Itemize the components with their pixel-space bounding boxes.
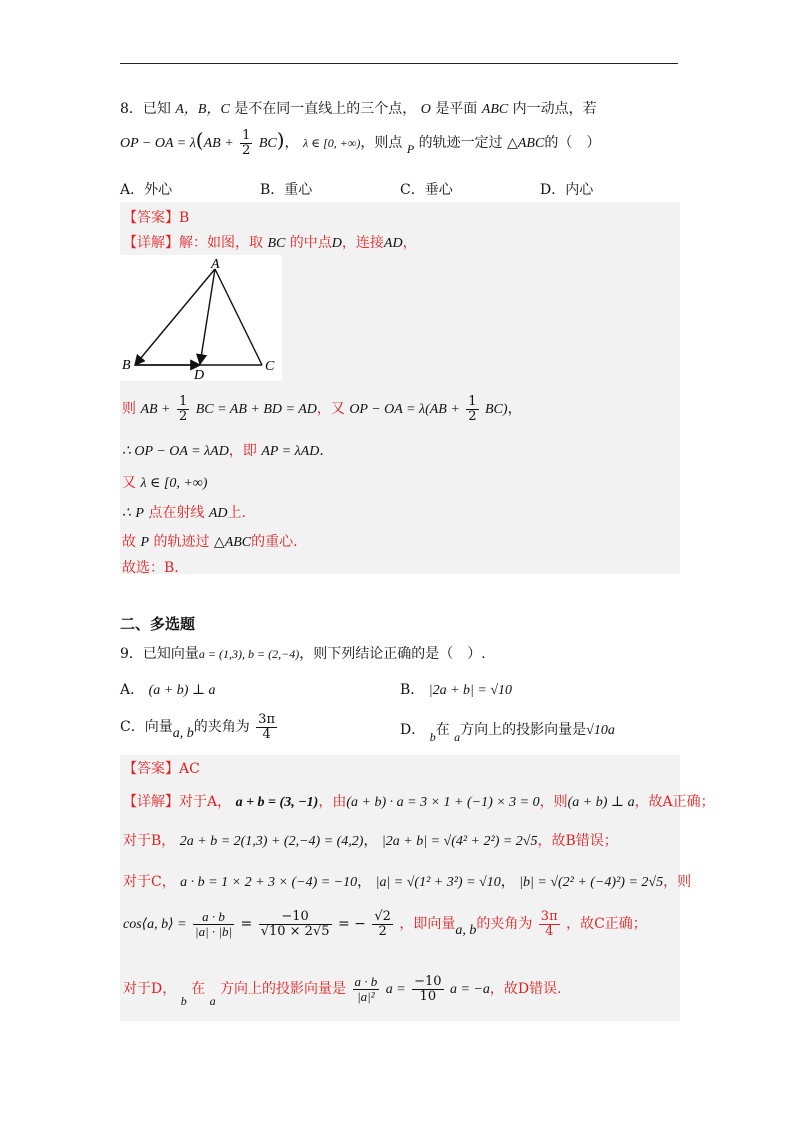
q8-points: A，B，C xyxy=(175,102,230,117)
q9-option-c-ab: a, b xyxy=(172,726,194,742)
q8-sol3-a: 又 xyxy=(122,475,136,491)
q9-r5-av: a xyxy=(209,994,216,1009)
q9-answer: 【答案】AC xyxy=(123,761,200,777)
q9-r4-a: ，即向量 xyxy=(399,916,456,933)
q9-option-a-label: A． xyxy=(120,682,145,698)
q9-detail-tag: 【详解】 xyxy=(123,794,179,810)
q9-detail-row-cos xyxy=(123,910,647,939)
q9-r1-eq1: a + b = (3, −1) xyxy=(235,795,319,810)
q9-r3-a: 对于C， xyxy=(123,874,176,890)
q8-detail-tag: 【详解】 xyxy=(123,235,179,251)
q8-solution-line2 xyxy=(122,440,324,460)
q9-r5-frac2: $\frac{-10}{10}$ xyxy=(414,974,442,1004)
q9-stem-b: ，则下列结论正确的是（ ）. xyxy=(299,646,486,662)
q8-stem-text: 8．已知 xyxy=(120,101,171,117)
q9-r5-mid: 在 xyxy=(191,981,206,998)
q8-sol4-therefore: ∴ xyxy=(122,506,131,521)
q9-r3-eq1: a · b = 1 × 2 + 3 × (−4) = −10 xyxy=(180,875,358,890)
q8-stem-line2: OP − OA = λ(AB + $\frac{1}{2}$ BC)， λ ∈ [0, +∞)，则点 P 的轨迹一定过 △ABC的（ ） xyxy=(120,127,601,158)
q8-sol1-eq4: BC) xyxy=(485,402,508,418)
q8-stem-text-d: 内一动点，若 xyxy=(512,101,597,117)
q8-equation-left: OP − OA = λ xyxy=(120,136,196,151)
q9-r1-d: ，故A正确； xyxy=(634,794,715,810)
q9-r5-d: ，故D错误. xyxy=(489,981,562,998)
label-a: A xyxy=(211,257,220,272)
q8-sol2-b: . xyxy=(319,443,324,459)
q9-r4-eq: = xyxy=(240,916,253,933)
q9-option-c-fraction: $\frac{3\pi}{4}$ xyxy=(258,712,275,742)
header-rule xyxy=(120,63,678,64)
q8-sol5-c: 的重心. xyxy=(251,534,298,550)
q8-option-d[interactable]: D．内心 xyxy=(540,182,594,198)
q9-option-c-label: C．向量 xyxy=(120,719,173,736)
q8-option-a[interactable]: A．外心 xyxy=(120,182,173,198)
q9-r2-a: 对于B， xyxy=(123,833,176,849)
q9-r5-eq2: a = −a xyxy=(450,982,490,998)
q9-detail-row-d xyxy=(123,975,562,1009)
q8-detail-c: ，连接 xyxy=(341,235,384,251)
q8-detail-ad: AD xyxy=(383,236,403,251)
q8-detail-a: 解：如图，取 xyxy=(179,235,263,251)
q9-r1-b: ，由 xyxy=(318,794,347,810)
q8-tail-b: 的轨迹一定过 xyxy=(418,135,503,151)
q9-option-a-expr: (a + b) ⊥ a xyxy=(148,683,216,698)
q9-option-d-tail: 方向上的投影向量是 xyxy=(460,722,587,738)
q9-option-d-label: D． xyxy=(400,722,426,738)
q8-tail-a: ，则点 xyxy=(360,135,403,151)
q9-option-d-a: a xyxy=(454,730,461,744)
q8-sol1-eq1: AB + xyxy=(140,402,171,418)
q9-r3-b: ， xyxy=(357,874,372,890)
q9-option-c-b: 的夹角为 xyxy=(193,719,250,736)
q9-r2-c: ，故B错误； xyxy=(537,833,618,849)
q9-vectors: a = (1,3), b = (2,−4) xyxy=(198,647,300,661)
q8-solution-line5 xyxy=(122,531,298,551)
q9-r1-c: ，则 xyxy=(539,794,568,810)
q8-sol5-b: 的轨迹过 xyxy=(153,534,210,550)
q8-option-c[interactable]: C．垂心 xyxy=(400,182,453,198)
q9-r4-frac1: $\frac{a \cdot b}{|a| \cdot |b|}$ xyxy=(195,909,233,939)
q8-sol1-eq3: OP − OA = λ(AB + xyxy=(349,402,460,418)
q9-r2-b: ， xyxy=(363,833,378,849)
q8-detail-end: ， xyxy=(402,235,417,251)
q9-r5-a: 对于D， xyxy=(123,981,177,998)
q9-detail-row-c xyxy=(123,871,691,891)
q8-sol5-p: P xyxy=(140,535,150,550)
q9-r5-b: b xyxy=(180,994,187,1009)
q8-sol2-a: ，即 xyxy=(228,443,257,459)
q9-detail-row-a xyxy=(123,791,715,811)
q8-sol4-b: 点在射线 xyxy=(148,505,205,521)
q8-point-p: P xyxy=(406,142,415,156)
q9-r2-eq1: 2a + b = 2(1,3) + (2,−4) = (4,2) xyxy=(179,834,364,849)
label-b: B xyxy=(122,358,131,373)
q9-r3-c: ， xyxy=(500,874,515,890)
q8-option-b[interactable]: B．重心 xyxy=(260,182,313,198)
q9-r4-c: ，故C正确； xyxy=(566,916,647,933)
q8-stem-line1 xyxy=(120,98,597,118)
q8-equation-bc: BC xyxy=(258,136,277,151)
q8-sol4-p: P xyxy=(135,506,144,521)
q8-lambda-range: λ ∈ [0, +∞) xyxy=(303,136,361,150)
q8-solution-line3 xyxy=(122,472,207,492)
q9-option-a[interactable] xyxy=(120,679,216,699)
q9-r5-frac1: $\frac{a \cdot b}{\text{|a|²}}$ xyxy=(354,974,378,1004)
q8-point-o: O xyxy=(420,102,431,117)
q9-stem xyxy=(120,643,486,663)
q8-stem-text-b: 是不在同一直线上的三个点， xyxy=(234,101,417,117)
q8-sol1-half2: $\frac{1}{2}$ xyxy=(468,394,477,424)
q9-r4-ab: a, b xyxy=(455,923,477,939)
q9-option-d-val: √10a xyxy=(586,723,615,738)
q9-option-d-mid: 在 xyxy=(435,722,450,738)
q9-r4-frac4: $\frac{3\pi}{4}$ xyxy=(540,909,558,939)
q8-stem-text-c: 是平面 xyxy=(435,101,478,117)
q9-r4-frac2: $\frac{-10}{√10 \times 2√5}$ xyxy=(260,909,330,939)
q9-option-b[interactable] xyxy=(400,679,512,699)
q8-solution-line4 xyxy=(122,502,246,522)
q9-r4-cos: cos⟨a, b⟩ = xyxy=(123,917,187,933)
q8-detail-bc: BC xyxy=(267,236,286,251)
side-ac xyxy=(215,269,262,365)
q8-abc: ABC xyxy=(481,102,509,117)
q9-r4-eq2: = − xyxy=(337,916,366,933)
q9-stem-a: 9．已知向量 xyxy=(120,646,199,662)
q9-r3-eq3: |b| = √(2² + (−4)²) = 2√5 xyxy=(519,875,664,890)
q9-r1-eq3: (a + b) ⊥ a xyxy=(567,795,635,810)
q9-r1-a: 对于A， xyxy=(179,794,232,810)
q9-option-b-label: B． xyxy=(400,682,425,698)
q8-tail-c: 的（ ） xyxy=(544,135,601,151)
q8-sol5-tri: △ABC xyxy=(213,535,252,550)
q9-option-b-expr: |2a + b| = √10 xyxy=(428,683,513,698)
q8-solution-line1 xyxy=(122,395,522,423)
q8-sol1-eq2: BC = AB + BD = AD xyxy=(195,402,317,418)
q9-r5-eq: a = xyxy=(385,982,406,998)
q9-option-c[interactable] xyxy=(120,713,279,742)
q9-r3-eq2: |a| = √(1² + 3²) = √10 xyxy=(375,875,501,890)
q8-sol3-eq: λ ∈ [0, +∞) xyxy=(140,476,208,491)
q9-r1-eq2: (a + b) · a = 3 × 1 + (−1) × 3 = 0 xyxy=(346,795,540,810)
q8-sol1-half: $\frac{1}{2}$ xyxy=(178,394,188,424)
triangle-diagram xyxy=(120,255,282,381)
q8-sol1-a: 则 xyxy=(122,401,136,418)
q8-sol4-c: 上. xyxy=(227,505,246,521)
q8-answer: 【答案】B xyxy=(123,210,190,226)
q8-sol2-eq2: AP = λAD xyxy=(261,444,320,459)
q8-sol4-ad: AD xyxy=(208,506,228,521)
q9-option-d-b: b xyxy=(429,730,436,744)
q8-half-fraction: $\frac{1}{2}$ xyxy=(242,127,251,158)
q9-r3-d: ，则 xyxy=(663,874,692,890)
q9-r5-c: 方向上的投影向量是 xyxy=(220,981,347,998)
q9-option-d[interactable] xyxy=(400,719,615,745)
q9-r2-eq2: |2a + b| = √(4² + 2²) = 2√5 xyxy=(381,834,538,849)
q8-sol2-eq: ∴ OP − OA = λAD xyxy=(122,444,229,459)
q8-detail-d: D xyxy=(331,236,342,251)
q9-r4-b: 的夹角为 xyxy=(476,916,533,933)
q8-sol5-a: 故 xyxy=(122,534,136,550)
q8-equation-ab: AB + xyxy=(203,136,234,151)
q8-solution-line6: 故选：B. xyxy=(122,560,179,576)
section-title-multi-choice: 二、多选题 xyxy=(120,615,196,633)
q8-sol1-c: ， xyxy=(507,401,522,418)
q8-detail-b: 的中点 xyxy=(289,235,332,251)
triangle-figure xyxy=(120,255,282,381)
q8-detail-line xyxy=(123,232,417,252)
q8-sol1-b: ，又 xyxy=(316,401,345,418)
label-c: C xyxy=(265,359,275,374)
vector-ab xyxy=(135,269,215,365)
q9-detail-row-b xyxy=(123,830,618,850)
q9-r4-frac3: $\frac{√2}{2}$ xyxy=(374,909,391,939)
q8-triangle: △ABC xyxy=(507,136,545,151)
label-d: D xyxy=(194,368,205,381)
